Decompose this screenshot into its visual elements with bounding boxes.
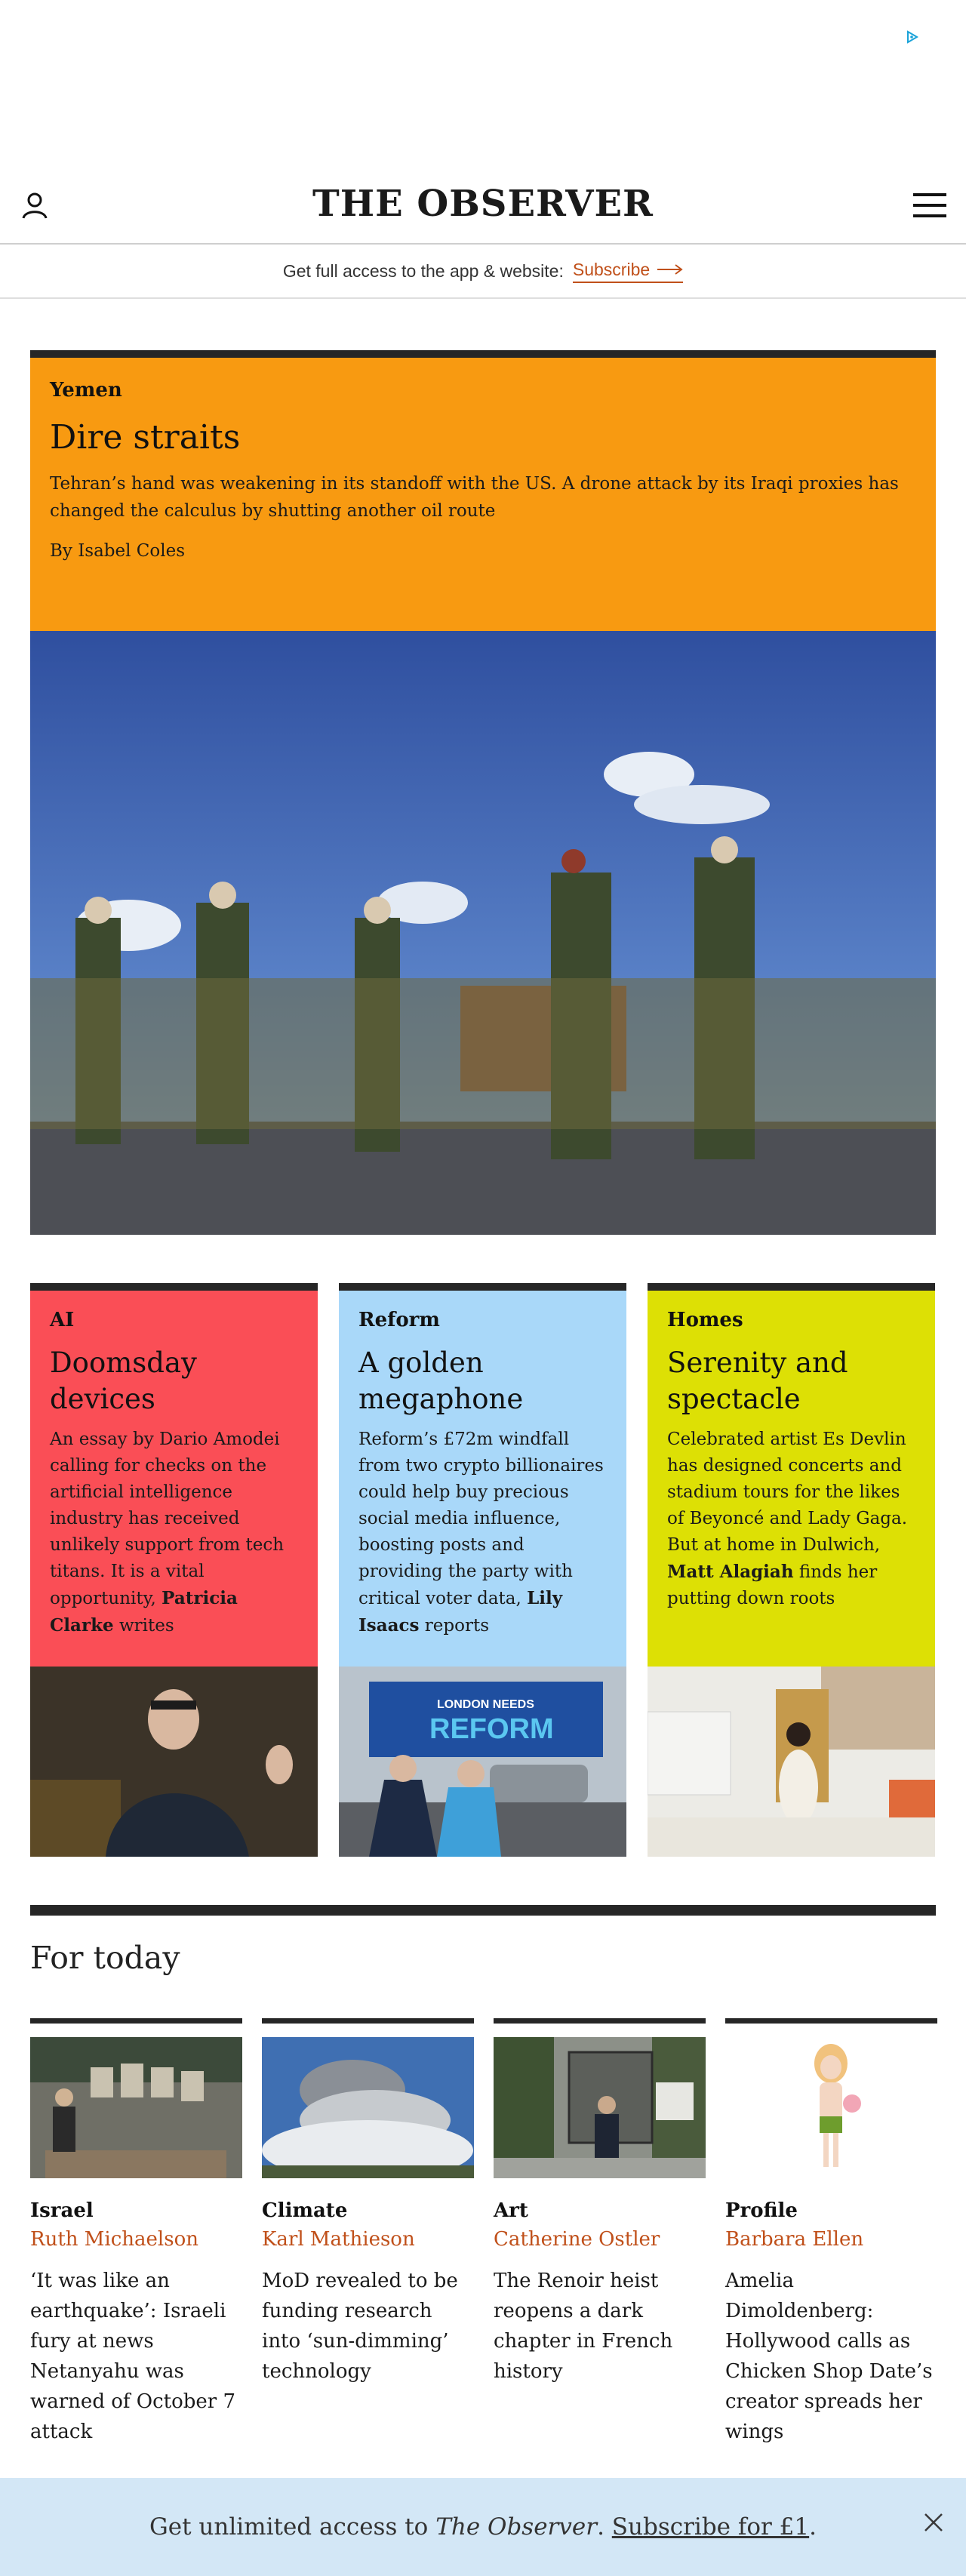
- lead-byline: By Isabel Coles: [50, 541, 186, 561]
- for-today-card[interactable]: [262, 2018, 474, 2447]
- feature-card-panel: [648, 1291, 935, 1667]
- feature-card[interactable]: [30, 1283, 318, 1857]
- lead-story[interactable]: [30, 350, 936, 1235]
- subscribe-bar-text: Get full access to the app & website:: [282, 260, 564, 281]
- close-icon[interactable]: [922, 2511, 945, 2534]
- story-author[interactable]: Karl Mathieson: [262, 2228, 415, 2251]
- story-thumbnail[interactable]: [262, 2037, 474, 2178]
- card-headline[interactable]: Serenity and spectacle: [667, 1346, 848, 1415]
- billboard-text: REFORM: [429, 1713, 554, 1745]
- card-kicker: AI: [50, 1309, 75, 1331]
- ad-choices-icon[interactable]: [906, 30, 919, 44]
- story-kicker: Profile: [725, 2199, 798, 2222]
- lead-kicker: Yemen: [50, 379, 122, 402]
- card-photo[interactable]: [339, 1667, 626, 1857]
- lead-photo[interactable]: [30, 631, 936, 1235]
- for-today-section: [30, 1905, 936, 1976]
- feature-card-panel: [339, 1291, 626, 1667]
- subscription-promo-banner: [0, 2478, 966, 2576]
- card-headline[interactable]: Doomsday devices: [50, 1346, 197, 1415]
- promo-text: Get unlimited access to The Observer. Subscribe for £1.: [149, 2513, 817, 2541]
- card-photo[interactable]: [648, 1667, 935, 1857]
- site-logo[interactable]: THE OBSERVER: [312, 183, 654, 225]
- billboard-kicker: LONDON NEEDS: [437, 1698, 534, 1711]
- card-author: Matt Alagiah: [667, 1562, 794, 1582]
- subscribe-bar: [0, 245, 966, 299]
- story-kicker: Israel: [30, 2199, 94, 2222]
- for-today-card[interactable]: [725, 2018, 937, 2447]
- subscribe-link-label: Subscribe: [572, 259, 651, 279]
- section-title: For today: [30, 1940, 180, 1976]
- story-author[interactable]: Catherine Ostler: [494, 2228, 660, 2251]
- for-today-card[interactable]: [30, 2018, 242, 2447]
- feature-card[interactable]: [648, 1283, 935, 1857]
- story-author[interactable]: Barbara Ellen: [725, 2228, 864, 2251]
- menu-icon[interactable]: [913, 192, 946, 219]
- lead-story-panel: [30, 350, 936, 631]
- card-author: Patricia Clarke: [50, 1588, 238, 1636]
- lead-standfirst: Tehran’s hand was weakening in its standoff with the US. A drone attack by its Iraqi proxies has changed the calculus by shutting another oil route: [50, 474, 899, 521]
- lead-headline[interactable]: Dire straits: [50, 418, 241, 457]
- story-thumbnail[interactable]: [494, 2037, 706, 2178]
- card-standfirst: Reform’s £72m windfall from two crypto billionaires could help buy precious social media influence, boosting posts and providing the party with critical voter data, Lily Isaacs reports: [358, 1430, 604, 1636]
- for-today-list: [30, 2018, 936, 2447]
- story-title[interactable]: The Renoir heist reopens a dark chapter in French history: [494, 2270, 673, 2383]
- card-kicker: Reform: [358, 1309, 440, 1331]
- story-thumbnail[interactable]: [725, 2037, 937, 2178]
- card-standfirst: Celebrated artist Es Devlin has designed concerts and stadium tours for the likes of Beyoncé and Lady Gaga. But at home in Dulwich, Matt Alagiah finds her putting down roots: [667, 1430, 908, 1608]
- story-title[interactable]: MoD revealed to be funding research into ‘sun-dimming’ technology: [262, 2270, 458, 2383]
- story-author[interactable]: Ruth Michaelson: [30, 2228, 198, 2251]
- card-kicker: Homes: [667, 1309, 743, 1331]
- story-kicker: Art: [494, 2199, 528, 2222]
- card-photo[interactable]: [30, 1667, 318, 1857]
- promo-publication: The Observer: [435, 2513, 598, 2541]
- card-author: Lily Isaacs: [358, 1588, 563, 1636]
- subscribe-link[interactable]: [573, 260, 683, 283]
- masthead: [0, 172, 966, 245]
- promo-subscribe-link[interactable]: Subscribe for £1: [611, 2513, 810, 2541]
- story-title[interactable]: Amelia Dimoldenberg: Hollywood calls as Chicken Shop Date’s creator spreads her wings: [725, 2270, 933, 2443]
- for-today-card[interactable]: [494, 2018, 706, 2447]
- feature-cards: [30, 1283, 936, 1857]
- ad-slot: [0, 0, 966, 172]
- arrow-right-icon: [657, 264, 683, 275]
- feature-card-panel: [30, 1291, 318, 1667]
- story-thumbnail[interactable]: [30, 2037, 242, 2178]
- story-title[interactable]: ‘It was like an earthquake’: Israeli fury at news Netanyahu was warned of October 7 attack: [30, 2270, 236, 2443]
- feature-card[interactable]: [339, 1283, 626, 1857]
- card-standfirst: An essay by Dario Amodei calling for checks on the artificial intelligence industry has received unlikely support from tech titans. It is a vital opportunity, Patricia Clarke writes: [50, 1430, 285, 1636]
- card-headline[interactable]: A golden megaphone: [358, 1346, 524, 1415]
- story-kicker: Climate: [262, 2199, 348, 2222]
